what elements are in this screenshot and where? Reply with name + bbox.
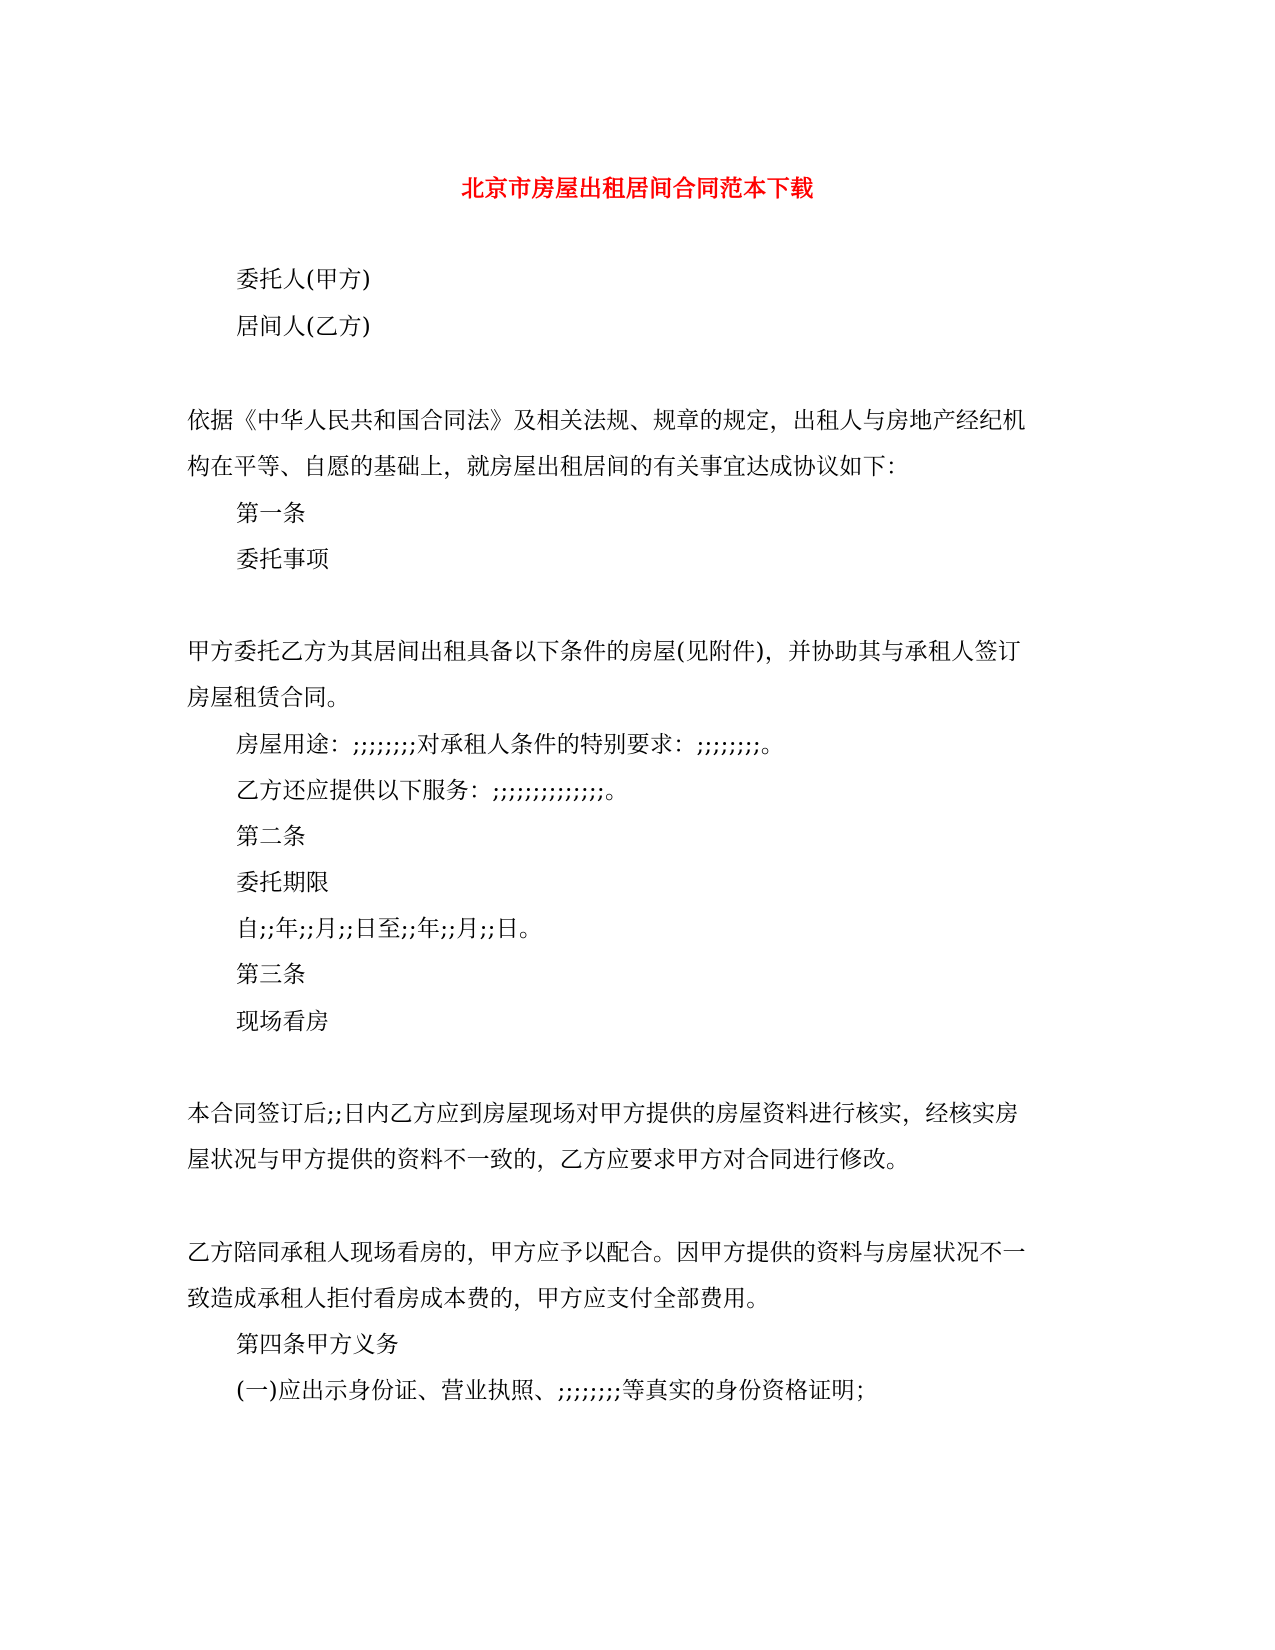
article-1-title: 委托事项 xyxy=(236,547,330,573)
document-title: 北京市房屋出租居间合同范本下载 xyxy=(461,175,814,202)
term-period-line: 自;;年;;月;;日至;;年;;月;;日。 xyxy=(236,916,543,942)
article-2-title: 委托期限 xyxy=(236,870,330,896)
party-a-line: 委托人(甲方) xyxy=(236,267,372,293)
preamble-line-1: 依据《中华人民共和国合同法》及相关法规、规章的规定，出租人与房地产经纪机 xyxy=(187,408,1026,434)
article-1-body-line-2: 房屋租赁合同。 xyxy=(187,685,351,711)
article-3-heading: 第三条 xyxy=(236,962,306,988)
article-3-body-line-4: 致造成承租人拒付看房成本费的，甲方应支付全部费用。 xyxy=(187,1286,770,1312)
article-4-item-1: (一)应出示身份证、营业执照、;;;;;;;;等真实的身份资格证明； xyxy=(236,1378,879,1404)
article-3-body-line-2: 屋状况与甲方提供的资料不一致的，乙方应要求甲方对合同进行修改。 xyxy=(187,1147,910,1173)
house-usage-line: 房屋用途：;;;;;;;;对承租人条件的特别要求：;;;;;;;;。 xyxy=(236,732,785,758)
article-1-heading: 第一条 xyxy=(236,501,306,527)
party-b-line: 居间人(乙方) xyxy=(236,314,372,340)
article-4-heading: 第四条甲方义务 xyxy=(236,1332,400,1358)
article-3-title: 现场看房 xyxy=(236,1009,330,1035)
article-2-heading: 第二条 xyxy=(236,824,306,850)
preamble-line-2: 构在平等、自愿的基础上，就房屋出租居间的有关事宜达成协议如下： xyxy=(187,454,910,480)
article-1-body-line-1: 甲方委托乙方为其居间出租具备以下条件的房屋(见附件)，并协助其与承租人签订 xyxy=(187,639,1022,665)
article-3-body-line-3: 乙方陪同承租人现场看房的，甲方应予以配合。因甲方提供的资料与房屋状况不一 xyxy=(187,1240,1026,1266)
article-3-body-line-1: 本合同签订后;;日内乙方应到房屋现场对甲方提供的房屋资料进行核实，经核实房 xyxy=(187,1101,1019,1127)
services-line: 乙方还应提供以下服务：;;;;;;;;;;;;;;。 xyxy=(236,778,629,804)
